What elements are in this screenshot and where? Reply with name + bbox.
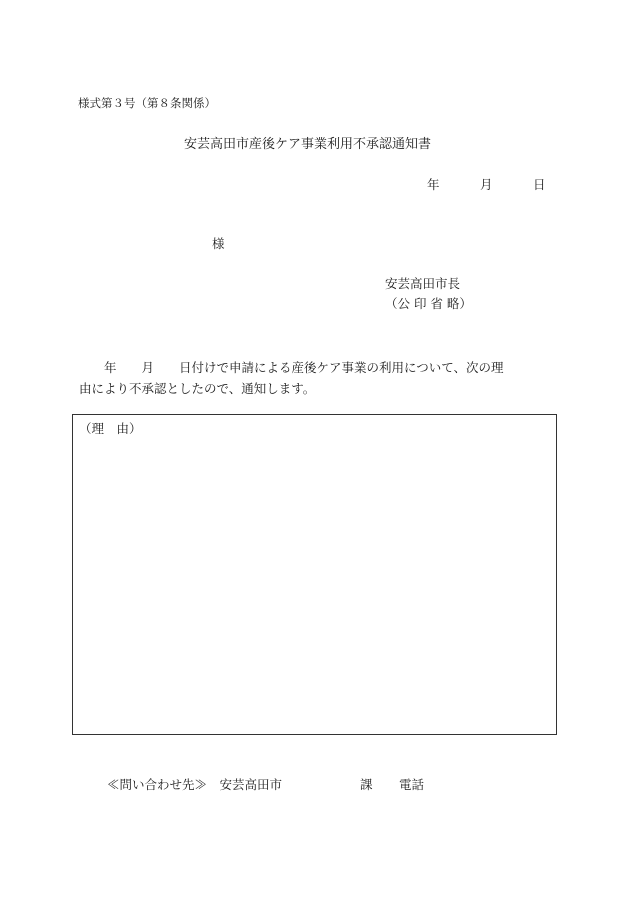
date-day-label: 日 bbox=[533, 177, 546, 192]
notice-body bbox=[79, 357, 559, 399]
contact-department-label: 課 bbox=[360, 777, 373, 792]
reason-label: （理 由） bbox=[79, 421, 142, 436]
reason-box bbox=[72, 414, 557, 735]
form-number: 様式第３号（第８条関係） bbox=[78, 96, 216, 110]
contact-label: ≪問い合わせ先≫ 安芸高田市 bbox=[107, 777, 283, 792]
date-month-label: 月 bbox=[480, 177, 493, 192]
date-year-label: 年 bbox=[427, 177, 440, 192]
seal-omitted-note: （公 印 省 略） bbox=[385, 296, 472, 311]
notice-body-line-1: 年 月 日付けで申請による産後ケア事業の利用について、次の理 bbox=[79, 360, 504, 375]
addressee-suffix: 様 bbox=[212, 236, 225, 251]
document-title: 安芸高田市産後ケア事業利用不承認通知書 bbox=[184, 137, 432, 152]
contact-phone-label: 電話 bbox=[399, 777, 425, 792]
issuer-name: 安芸高田市長 bbox=[385, 276, 461, 291]
notice-body-line-2: 由により不承認としたので、通知します。 bbox=[79, 381, 316, 396]
